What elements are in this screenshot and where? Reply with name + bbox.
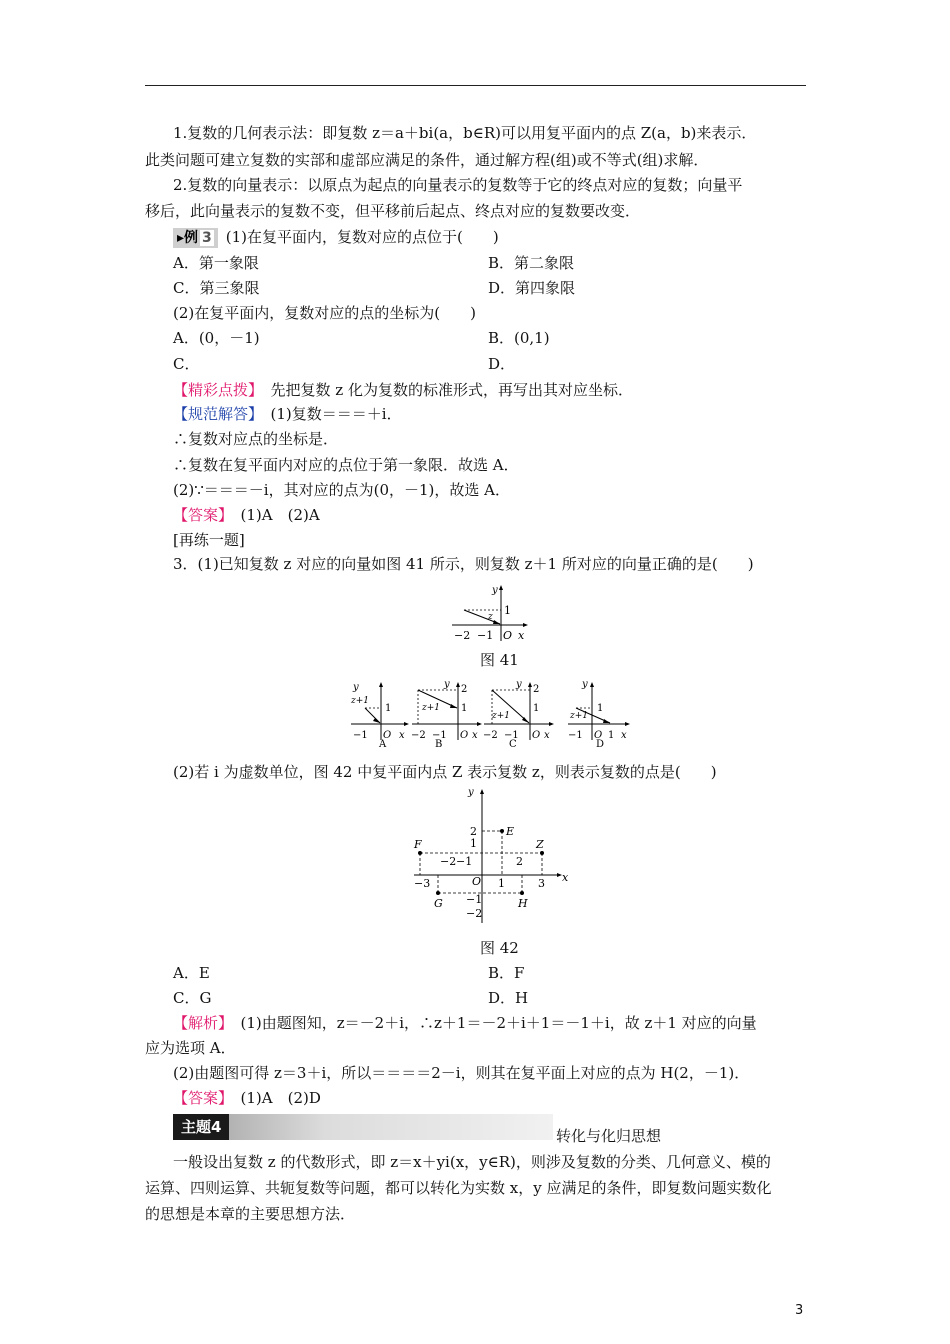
svg-text:z+1: z+1	[570, 711, 589, 721]
svg-text:Z: Z	[536, 838, 544, 851]
point-h	[520, 891, 524, 895]
point-g	[436, 891, 440, 895]
solution-line3: ∴复数在复平面内对应的点位于第一象限．故选 A．	[173, 456, 519, 474]
fig41-y-label: y	[492, 585, 498, 596]
practice-answer: 【答案】 (1)A (2)D	[173, 1089, 321, 1107]
svg-text:3: 3	[538, 877, 545, 890]
fig42-caption: 图 42	[480, 939, 519, 957]
svg-text:−2: −2	[483, 730, 498, 741]
example-question2: (2)在复平面内，复数对应的点的坐标为( )	[173, 304, 476, 322]
svg-text:−1: −1	[504, 730, 519, 741]
svg-text:1: 1	[533, 703, 540, 714]
svg-text:E: E	[506, 825, 515, 838]
svg-text:2: 2	[516, 855, 523, 868]
example-answer: 【答案】 (1)A (2)A	[173, 506, 320, 524]
svg-text:1: 1	[470, 837, 477, 850]
q3-2-option-a: A．E	[173, 964, 210, 982]
svg-text:−3: −3	[414, 877, 431, 890]
page-number: 3	[795, 1303, 804, 1318]
svg-text:z+1: z+1	[351, 696, 370, 706]
analysis-label: 【解析】	[173, 1014, 226, 1032]
practice-q2: (2)若 i 为虚数单位，图 42 中复平面内点 Z 表示复数 z，则表示复数的点是( )	[173, 763, 717, 781]
analysis-line3: (2)由题图可得 z＝3＋i，所以＝＝＝＝2－i，则其在复平面上对应的点为 H(2，－1)．	[173, 1064, 750, 1082]
practice-answer-label: 【答案】	[173, 1089, 226, 1107]
analysis-line2: 应为选项 A．	[145, 1039, 236, 1057]
svg-text:−1: −1	[432, 730, 447, 741]
option-figure-d	[566, 678, 632, 748]
svg-text:−1: −1	[568, 730, 583, 741]
fig41-tick-m2: −2	[454, 629, 471, 642]
para2-line1: 2.复数的向量表示：以原点为起点的向量表示的复数等于它的终点对应的复数；向量平	[173, 176, 743, 194]
svg-text:−2: −2	[466, 907, 483, 920]
topic-banner	[173, 1114, 553, 1140]
svg-text:O: O	[472, 875, 482, 888]
svg-text:y: y	[516, 679, 522, 690]
point-z	[540, 851, 544, 855]
fig41-tick-1: 1	[504, 604, 511, 617]
svg-text:x: x	[562, 871, 569, 884]
q2-option-b: B．(0,1)	[488, 329, 550, 347]
solution-line4: (2)∵＝＝＝－i，其对应的点为(0，－1)，故选 A．	[173, 481, 510, 499]
example-question1: ▸例 3 (1)在复平面内，复数对应的点位于( )	[173, 227, 499, 248]
q1-option-b: B．第二象限	[488, 254, 575, 272]
topic-title: 转化与化归思想	[556, 1127, 662, 1145]
svg-text:F: F	[414, 838, 422, 851]
hint-label: 【精彩点拨】	[173, 381, 256, 399]
svg-text:x: x	[472, 730, 478, 741]
svg-text:−2: −2	[440, 855, 457, 868]
svg-text:z+1: z+1	[422, 703, 441, 713]
svg-text:y: y	[582, 679, 588, 690]
svg-text:−2: −2	[411, 730, 426, 741]
analysis-line1: 【解析】 (1)由题图知，z＝－2＋i，∴z＋1＝－2＋i＋1＝－1＋i，故 z＋1 对应的向量	[173, 1014, 757, 1032]
svg-text:1: 1	[461, 703, 468, 714]
point-f	[418, 851, 422, 855]
svg-text:x: x	[621, 730, 627, 741]
q1-option-c: C．第三象限	[173, 279, 260, 297]
topic-tag: 主题4	[173, 1114, 229, 1140]
hint-line: 【精彩点拨】 先把复数 z 化为复数的标准形式，再写出其对应坐标．	[173, 381, 633, 399]
figure-42	[410, 785, 570, 925]
svg-text:2: 2	[461, 684, 468, 695]
practice-header: [再练一题]	[173, 531, 245, 549]
svg-text:1: 1	[597, 703, 604, 714]
q2-option-d: D．	[488, 355, 516, 373]
option-c-letter: C	[509, 739, 517, 748]
solution-line1: 【规范解答】 (1)复数＝＝＝＋i．	[173, 405, 402, 423]
svg-text:−1: −1	[456, 855, 473, 868]
topic-line2: 运算、四则运算、共轭复数等问题，都可以转化为实数 x，y 应满足的条件，即复数问题实数化	[145, 1179, 772, 1197]
svg-text:1: 1	[608, 730, 615, 741]
svg-text:G: G	[434, 897, 443, 910]
q3-2-option-d: D．H	[488, 989, 529, 1007]
option-b-letter: B	[435, 739, 443, 748]
svg-text:−1: −1	[466, 893, 483, 906]
fig41-origin: O	[503, 629, 513, 642]
topic-line1: 一般设出复数 z 的代数形式，即 z＝x＋yi(x，y∈R)，则涉及复数的分类、几何意义、模的	[173, 1153, 771, 1171]
fig41-z-label: z	[488, 612, 493, 622]
svg-text:1: 1	[498, 877, 505, 890]
svg-text:O: O	[532, 730, 541, 741]
para1-line1: 1.复数的几何表示法：即复数 z＝a＋bi(a，b∈R)可以用复平面内的点 Z(a，b)来表示．	[173, 124, 757, 142]
svg-text:O: O	[383, 730, 392, 741]
para1-line2: 此类问题可建立复数的实部和虚部应满足的条件，通过解方程(组)或不等式(组)求解．	[145, 151, 709, 169]
svg-text:2: 2	[533, 684, 540, 695]
figure-41	[450, 583, 530, 643]
para2-line2: 移后，此向量表示的复数不变，但平移前后起点、终点对应的复数要改变．	[145, 202, 641, 220]
solution-line2: ∴复数对应点的坐标是．	[173, 430, 339, 448]
svg-text:1: 1	[385, 703, 392, 714]
example-badge: ▸例 3	[173, 228, 218, 248]
svg-text:O: O	[460, 730, 469, 741]
fig41-caption: 图 41	[480, 651, 519, 669]
q3-2-option-b: B．F	[488, 964, 525, 982]
topic-line3: 的思想是本章的主要思想方法．	[145, 1205, 356, 1223]
svg-text:z+1: z+1	[492, 711, 511, 721]
q1-option-a: A．第一象限	[173, 254, 259, 272]
svg-text:2: 2	[470, 825, 477, 838]
solution-label: 【规范解答】	[173, 405, 256, 423]
practice-q1: 3．(1)已知复数 z 对应的向量如图 41 所示，则复数 z＋1 所对应的向量正确的是( )	[173, 555, 754, 573]
q2-option-a: A．(0，－1)	[173, 329, 260, 347]
option-d-letter: D	[596, 739, 605, 748]
svg-text:H: H	[518, 897, 528, 910]
svg-text:y: y	[468, 787, 474, 798]
svg-text:O: O	[594, 730, 603, 741]
option-a-letter: A	[379, 739, 387, 748]
svg-text:−1: −1	[353, 730, 368, 741]
fig41-x-label: x	[518, 629, 525, 642]
q2-option-c: C．	[173, 355, 200, 373]
option-figure-b	[410, 678, 484, 748]
option-figure-a	[349, 678, 411, 748]
point-e	[500, 829, 504, 833]
answer-label: 【答案】	[173, 506, 226, 524]
q3-2-option-c: C．G	[173, 989, 212, 1007]
option-figure-c	[482, 678, 556, 748]
q1-option-d: D．第四象限	[488, 279, 576, 297]
svg-text:x: x	[544, 730, 550, 741]
svg-text:x: x	[399, 730, 405, 741]
svg-text:y: y	[444, 679, 450, 690]
header-rule	[145, 85, 806, 86]
svg-text:y: y	[353, 682, 359, 693]
fig41-tick-m1: −1	[477, 629, 494, 642]
